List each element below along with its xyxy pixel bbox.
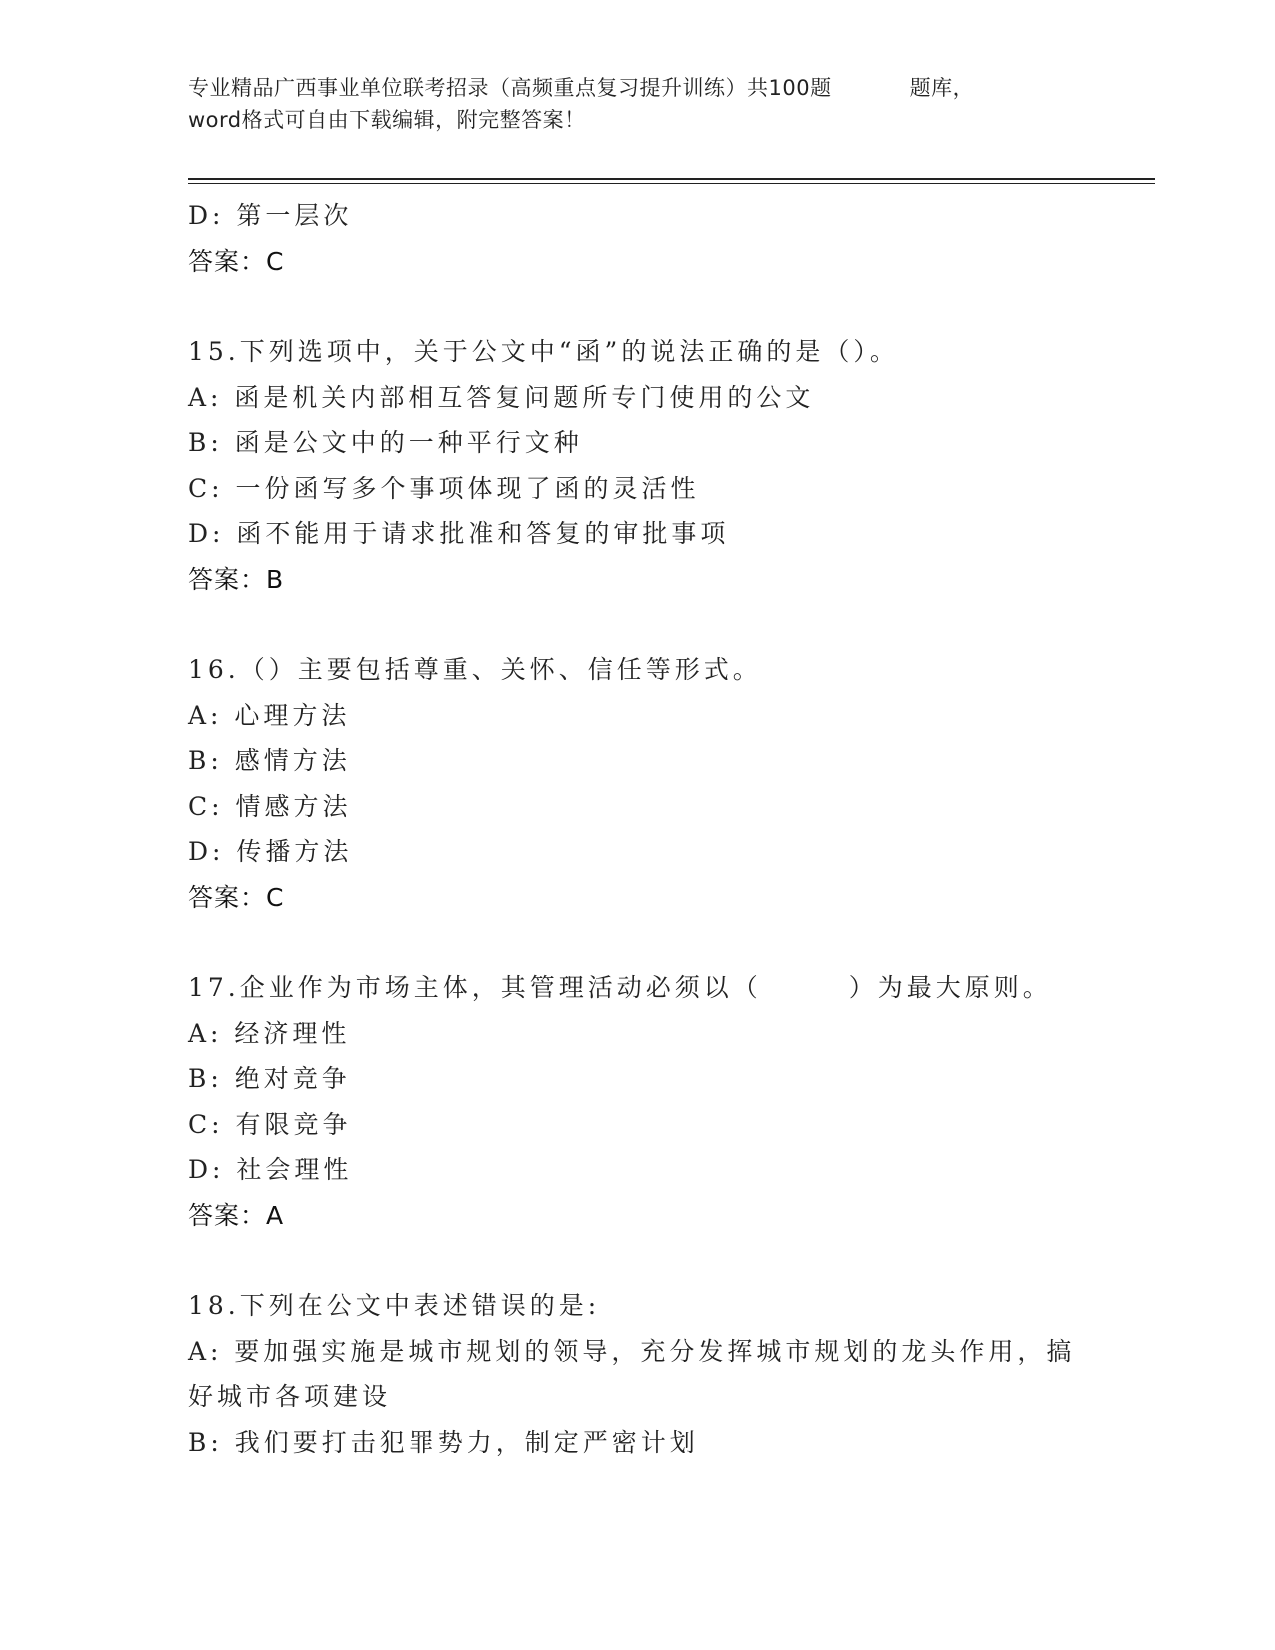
- question-stem: 17.企业作为市场主体，其管理活动必须以（ ）为最大原则。: [188, 973, 1052, 1002]
- answer: 答案：A: [188, 1200, 285, 1230]
- header-title-suffix: 题库，: [909, 76, 975, 100]
- question-18: [188, 1283, 1088, 1465]
- option-c: C: 一份函写多个事项体现了函的灵活性: [188, 473, 700, 503]
- header-divider-thin: [188, 183, 1155, 184]
- option-b: B: 我们要打击犯罪势力，制定严密计划: [188, 1427, 699, 1457]
- question-15: [188, 329, 1088, 602]
- option-c: C: 有限竞争: [188, 1109, 352, 1139]
- question-list: [188, 193, 1088, 1465]
- option-a: A: 经济理性: [188, 1018, 351, 1048]
- option-c: C: 情感方法: [188, 791, 352, 821]
- option-a: A: 心理方法: [188, 700, 351, 730]
- option-d: D: 函不能用于请求批准和答复的审批事项: [188, 519, 730, 548]
- header-line-1: [188, 72, 1088, 104]
- document-header: [188, 72, 1088, 136]
- option-b: B: 绝对竞争: [188, 1064, 351, 1093]
- option-b: B: 函是公文中的一种平行文种: [188, 428, 583, 457]
- question-stem: 15.下列选项中，关于公文中“函”的说法正确的是（）。: [188, 337, 899, 366]
- option-b: B: 感情方法: [188, 746, 351, 775]
- option-d: D: 第一层次: [188, 201, 353, 230]
- option-a: A: 函是机关内部相互答复问题所专门使用的公文: [188, 382, 815, 412]
- question-17: [188, 965, 1088, 1238]
- option-d: D: 社会理性: [188, 1155, 353, 1184]
- header-title: 专业精品广西事业单位联考招录（高频重点复习提升训练）共100题: [188, 76, 832, 100]
- question-stem: 18.下列在公文中表述错误的是:: [188, 1291, 601, 1320]
- option-a-continued: 好城市各项建设: [188, 1382, 392, 1411]
- question-16: [188, 647, 1088, 920]
- answer: 答案：B: [188, 564, 285, 594]
- header-divider: [188, 178, 1155, 180]
- option-d: D: 传播方法: [188, 837, 353, 866]
- option-a: A: 要加强实施是城市规划的领导，充分发挥城市规划的龙头作用，搞: [188, 1336, 1076, 1366]
- answer: 答案：C: [188, 246, 285, 276]
- header-line-2: word格式可自由下载编辑，附完整答案！: [188, 108, 586, 132]
- question-stem: 16.（）主要包括尊重、关怀、信任等形式。: [188, 655, 762, 684]
- answer: 答案：C: [188, 882, 285, 912]
